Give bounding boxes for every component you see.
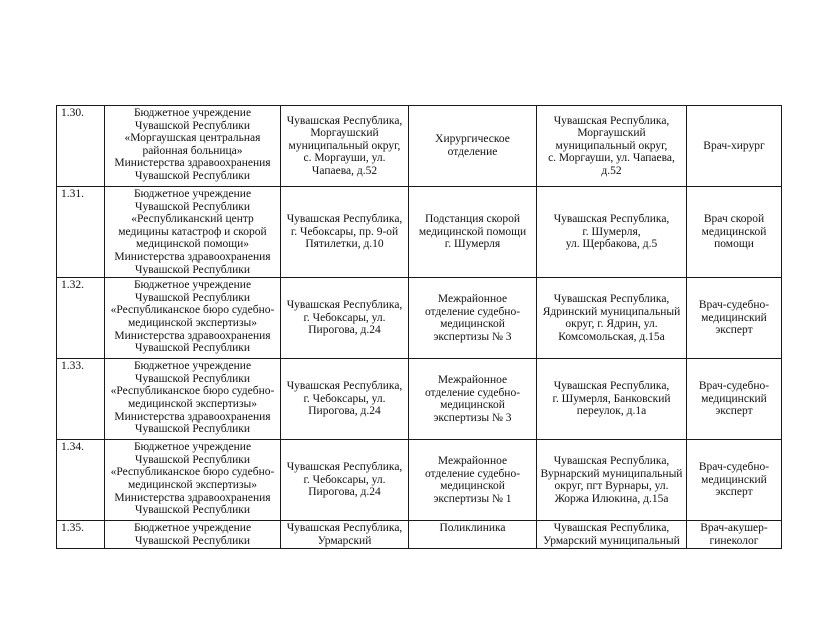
table-row — [57, 278, 782, 359]
address-cell: Чувашская Республика, Моргаушский муниципальный округ, с. Моргауши, ул. Чапаева, д.52 — [281, 106, 409, 187]
row-number: 1.31. — [57, 187, 105, 278]
row-number: 1.30. — [57, 106, 105, 187]
location-cell: Чувашская Республика, Ядринский муниципальный округ, г. Ядрин, ул. Комсомольская, д.15а — [537, 278, 687, 359]
row-number: 1.32. — [57, 278, 105, 359]
table-row — [57, 440, 782, 521]
location-cell: Чувашская Республика, г. Шумерля, Банковский переулок, д.1а — [537, 359, 687, 440]
table-row — [57, 106, 782, 187]
position-cell: Врач скорой медицинской помощи — [687, 187, 782, 278]
institution-cell: Бюджетное учреждение Чувашской Республики «Республиканское бюро судебно- медицинской экспертизы» Министерства здравоохранения Чувашской Республики — [105, 278, 281, 359]
department-cell: Межрайонное отделение судебно- медицинской экспертизы № 1 — [409, 440, 537, 521]
institution-cell: Бюджетное учреждение Чувашской Республики «Моргаушская центральная районная больница» Министерства здравоохранения Чувашской Республики — [105, 106, 281, 187]
address-cell: Чувашская Республика, г. Чебоксары, ул. Пирогова, д.24 — [281, 359, 409, 440]
location-cell: Чувашская Республика, г. Шумерля, ул. Щербакова, д.5 — [537, 187, 687, 278]
address-cell: Чувашская Республика, г. Чебоксары, ул. Пирогова, д.24 — [281, 278, 409, 359]
address-cell: Чувашская Республика, г. Чебоксары, ул. Пирогова, д.24 — [281, 440, 409, 521]
institution-cell: Бюджетное учреждение Чувашской Республики «Республиканский центр медицины катастроф и скорой медицинской помощи» Министерства здравоохранения Чувашской Республики — [105, 187, 281, 278]
table-row — [57, 359, 782, 440]
location-cell: Чувашская Республика, Вурнарский муниципальный округ, пгт Вурнары, ул. Жоржа Илюкина, д.15а — [537, 440, 687, 521]
row-number: 1.33. — [57, 359, 105, 440]
table-row — [57, 187, 782, 278]
address-cell: Чувашская Республика, Урмарский — [281, 521, 409, 549]
row-number: 1.35. — [57, 521, 105, 549]
position-cell: Врач-судебно- медицинский эксперт — [687, 278, 782, 359]
position-cell: Врач-судебно- медицинский эксперт — [687, 440, 782, 521]
table-row — [57, 521, 782, 549]
positions-table — [56, 105, 782, 549]
address-cell: Чувашская Республика, г. Чебоксары, пр. 9-ой Пятилетки, д.10 — [281, 187, 409, 278]
row-number: 1.34. — [57, 440, 105, 521]
department-cell: Хирургическое отделение — [409, 106, 537, 187]
position-cell: Врач-судебно- медицинский эксперт — [687, 359, 782, 440]
department-cell: Поликлиника — [409, 521, 537, 549]
institution-cell: Бюджетное учреждение Чувашской Республики «Республиканское бюро судебно- медицинской экспертизы» Министерства здравоохранения Чувашской Республики — [105, 440, 281, 521]
department-cell: Межрайонное отделение судебно- медицинской экспертизы № 3 — [409, 278, 537, 359]
position-cell: Врач-хирург — [687, 106, 782, 187]
institution-cell: Бюджетное учреждение Чувашской Республики «Республиканское бюро судебно- медицинской экспертизы» Министерства здравоохранения Чувашской Республики — [105, 359, 281, 440]
department-cell: Межрайонное отделение судебно- медицинской экспертизы № 3 — [409, 359, 537, 440]
location-cell: Чувашская Республика, Моргаушский муниципальный округ, с. Моргауши, ул. Чапаева, д.52 — [537, 106, 687, 187]
position-cell: Врач-акушер- гинеколог — [687, 521, 782, 549]
location-cell: Чувашская Республика, Урмарский муниципальный — [537, 521, 687, 549]
institution-cell: Бюджетное учреждение Чувашской Республики — [105, 521, 281, 549]
department-cell: Подстанция скорой медицинской помощи г. Шумерля — [409, 187, 537, 278]
